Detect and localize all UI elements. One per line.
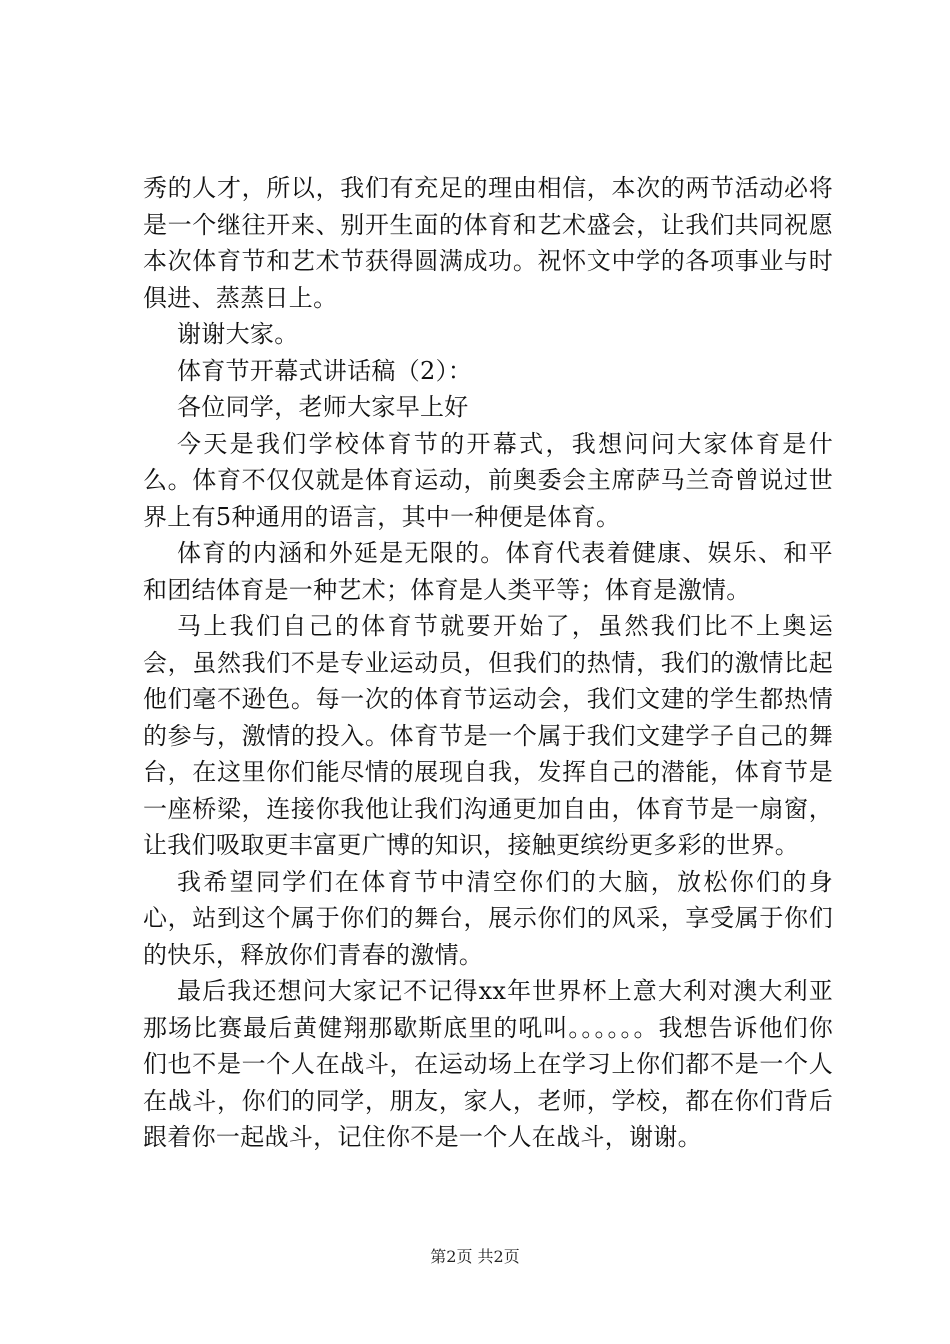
paragraph-thanks: 谢谢大家。	[177, 320, 299, 348]
paragraph-final: 最后我还想问大家记不记得xx年世界杯上意大利对澳大利亚那场比赛最后黄健翔那歇斯底里的吼叫。。。。。。我想告诉他们你们也不是一个人在战斗，在运动场上在学习上你们都不是一个人在战斗，你们的同学，朋友，家人，老师，学校，都在你们背后跟着你一起战斗，记住你不是一个人在战斗，谢谢。	[143, 977, 833, 1151]
page-number-footer: 第2页 共2页	[430, 1247, 520, 1266]
paragraph-closing-continuation: 秀的人才，所以，我们有充足的理由相信，本次的两节活动必将是一个继往开来、别开生面的体育和艺术盛会，让我们共同祝愿本次体育节和艺术节获得圆满成功。祝怀文中学的各项事业与时俱进、蒸蒸日上。	[143, 174, 833, 312]
paragraph-speech-title: 体育节开幕式讲话稿（2）：	[177, 356, 473, 385]
paragraph-sports-festival: 马上我们自己的体育节就要开始了，虽然我们比不上奥运会，虽然我们不是专业运动员，但我们的热情，我们的激情比起他们毫不逊色。每一次的体育节运动会，我们文建的学生都热情的参与，激情的投入。体育节是一个属于我们文建学子自己的舞台，在这里你们能尽情的展现自我，发挥自己的潜能，体育节是一座桥梁，连接你我他让我们沟通更加自由，体育节是一扇窗，让我们吸取更丰富更广博的知识，接触更缤纷更多彩的世界。	[143, 612, 833, 859]
document-body	[143, 170, 833, 1156]
paragraph-hope: 我希望同学们在体育节中清空你们的大脑，放松你们的身心，站到这个属于你们的舞台，展示你们的风采，享受属于你们的快乐，释放你们青春的激情。	[143, 867, 833, 969]
paragraph-opening: 今天是我们学校体育节的开幕式，我想问问大家体育是什么。体育不仅仅就是体育运动，前奥委会主席萨马兰奇曾说过世界上有5种通用的语言，其中一种便是体育。	[143, 429, 833, 531]
paragraph-meaning-of-sport: 体育的内涵和外延是无限的。体育代表着健康、娱乐、和平和团结体育是一种艺术；体育是人类平等；体育是激情。	[143, 539, 833, 604]
paragraph-greeting: 各位同学，老师大家早上好	[177, 393, 469, 421]
